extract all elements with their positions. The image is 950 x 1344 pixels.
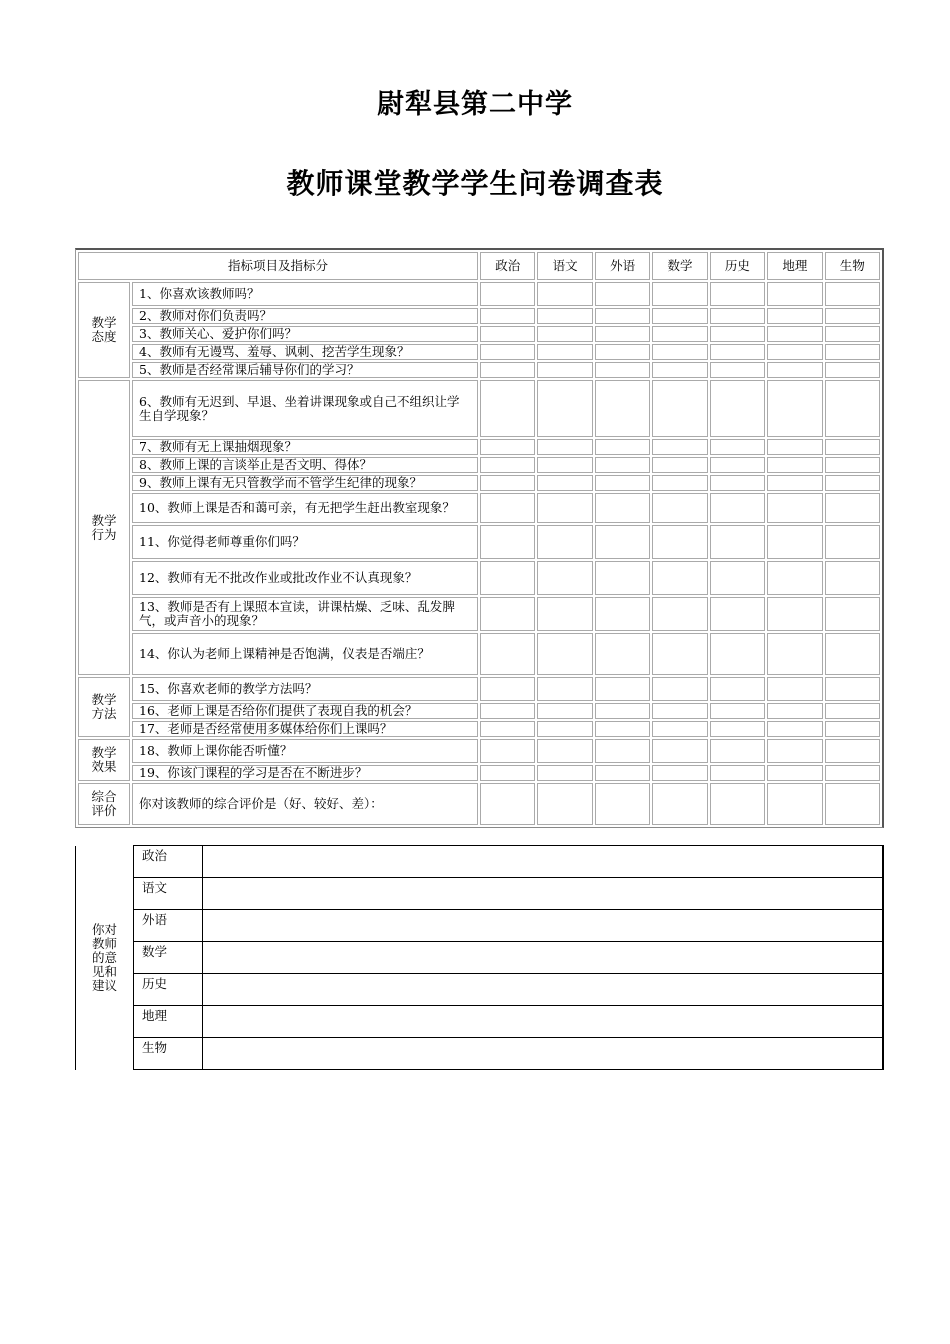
group-label bbox=[78, 783, 130, 825]
item-row bbox=[78, 633, 880, 675]
opinion-row bbox=[76, 974, 884, 1006]
score-cell[interactable] bbox=[710, 308, 765, 324]
score-cell[interactable] bbox=[825, 475, 880, 491]
score-cell[interactable] bbox=[652, 633, 707, 675]
score-cell[interactable] bbox=[480, 362, 535, 378]
subject-header-4: 数学 bbox=[652, 252, 707, 280]
score-cell[interactable] bbox=[595, 362, 650, 378]
opinion-subject: 历史 bbox=[134, 974, 203, 1006]
score-cell[interactable] bbox=[710, 721, 765, 737]
score-cell[interactable] bbox=[595, 739, 650, 763]
score-cell[interactable] bbox=[537, 362, 592, 378]
score-cell[interactable] bbox=[710, 597, 765, 631]
subject-header-3: 外语 bbox=[595, 252, 650, 280]
score-cell[interactable] bbox=[537, 475, 592, 491]
score-cell[interactable] bbox=[480, 561, 535, 595]
opinion-subject: 地理 bbox=[134, 1006, 203, 1038]
score-cell[interactable] bbox=[595, 703, 650, 719]
score-cell[interactable] bbox=[825, 525, 880, 559]
opinion-field[interactable] bbox=[203, 942, 884, 974]
item-row bbox=[78, 739, 880, 763]
score-cell[interactable] bbox=[480, 633, 535, 675]
group-label-text: 教学行为 bbox=[91, 512, 117, 542]
item-row bbox=[78, 439, 880, 455]
score-cell[interactable] bbox=[767, 561, 822, 595]
item-row bbox=[78, 308, 880, 324]
score-cell[interactable] bbox=[595, 308, 650, 324]
score-cell[interactable] bbox=[537, 597, 592, 631]
survey-table bbox=[75, 248, 884, 828]
score-cell[interactable] bbox=[710, 344, 765, 360]
score-cell[interactable] bbox=[480, 326, 535, 342]
item-text: 5、教师是否经常课后辅导你们的学习？ bbox=[132, 362, 478, 378]
item-text: 16、老师上课是否给你们提供了表现自我的机会？ bbox=[132, 703, 478, 719]
score-cell[interactable] bbox=[825, 282, 880, 306]
opinion-field[interactable] bbox=[203, 878, 884, 910]
score-cell[interactable] bbox=[480, 739, 535, 763]
header-row bbox=[78, 252, 880, 280]
item-text: 1、你喜欢该教师吗？ bbox=[132, 282, 478, 306]
score-cell[interactable] bbox=[595, 765, 650, 781]
score-cell[interactable] bbox=[825, 633, 880, 675]
item-text: 14、你认为老师上课精神是否饱满，仪表是否端庄？ bbox=[132, 633, 478, 675]
score-cell[interactable] bbox=[652, 308, 707, 324]
group-label bbox=[78, 677, 130, 737]
score-cell[interactable] bbox=[767, 677, 822, 701]
score-cell[interactable] bbox=[595, 326, 650, 342]
score-cell[interactable] bbox=[480, 597, 535, 631]
subject-header-2: 语文 bbox=[537, 252, 592, 280]
score-cell[interactable] bbox=[710, 739, 765, 763]
item-text: 18、教师上课你能否听懂？ bbox=[132, 739, 478, 763]
item-text: 你对该教师的综合评价是（好、较好、差）： bbox=[132, 783, 478, 825]
score-cell[interactable] bbox=[480, 721, 535, 737]
item-row bbox=[78, 765, 880, 781]
score-cell[interactable] bbox=[652, 783, 707, 825]
score-cell[interactable] bbox=[652, 457, 707, 473]
score-cell[interactable] bbox=[767, 362, 822, 378]
score-cell[interactable] bbox=[537, 633, 592, 675]
score-cell[interactable] bbox=[710, 326, 765, 342]
score-cell[interactable] bbox=[767, 493, 822, 523]
score-cell[interactable] bbox=[710, 380, 765, 437]
item-text: 11、你觉得老师尊重你们吗？ bbox=[132, 525, 478, 559]
score-cell[interactable] bbox=[767, 457, 822, 473]
score-cell[interactable] bbox=[710, 457, 765, 473]
group-label-text: 综合评价 bbox=[91, 789, 117, 818]
score-cell[interactable] bbox=[480, 525, 535, 559]
score-cell[interactable] bbox=[767, 525, 822, 559]
subject-header-6: 地理 bbox=[767, 252, 822, 280]
score-cell[interactable] bbox=[480, 308, 535, 324]
score-cell[interactable] bbox=[595, 633, 650, 675]
item-row bbox=[78, 525, 880, 559]
group-label bbox=[78, 739, 130, 781]
score-cell[interactable] bbox=[595, 525, 650, 559]
item-row bbox=[78, 493, 880, 523]
item-text: 15、你喜欢老师的教学方法吗？ bbox=[132, 677, 478, 701]
opinion-subject: 生物 bbox=[134, 1038, 203, 1070]
score-cell[interactable] bbox=[710, 703, 765, 719]
score-cell[interactable] bbox=[537, 765, 592, 781]
opinion-field[interactable] bbox=[203, 1038, 884, 1070]
score-cell[interactable] bbox=[767, 721, 822, 737]
score-cell[interactable] bbox=[537, 493, 592, 523]
score-cell[interactable] bbox=[767, 344, 822, 360]
opinion-row bbox=[76, 942, 884, 974]
opinion-row bbox=[76, 910, 884, 942]
score-cell[interactable] bbox=[825, 457, 880, 473]
score-cell[interactable] bbox=[710, 633, 765, 675]
score-cell[interactable] bbox=[825, 493, 880, 523]
score-cell[interactable] bbox=[825, 380, 880, 437]
group-label bbox=[78, 282, 130, 378]
opinion-row bbox=[76, 1006, 884, 1038]
item-row bbox=[78, 362, 880, 378]
opinion-field[interactable] bbox=[203, 910, 884, 942]
score-cell[interactable] bbox=[825, 344, 880, 360]
score-cell[interactable] bbox=[480, 765, 535, 781]
score-cell[interactable] bbox=[537, 525, 592, 559]
item-row bbox=[78, 721, 880, 737]
score-cell[interactable] bbox=[710, 525, 765, 559]
score-cell[interactable] bbox=[710, 439, 765, 455]
item-text: 13、教师是否有上课照本宣读，讲课枯燥、乏味、乱发脾气，或声音小的现象？ bbox=[132, 597, 478, 631]
score-cell[interactable] bbox=[825, 597, 880, 631]
opinion-subject: 语文 bbox=[134, 878, 203, 910]
opinion-subject: 外语 bbox=[134, 910, 203, 942]
score-cell[interactable] bbox=[710, 561, 765, 595]
score-cell[interactable] bbox=[537, 282, 592, 306]
score-cell[interactable] bbox=[710, 475, 765, 491]
score-cell[interactable] bbox=[537, 561, 592, 595]
score-cell[interactable] bbox=[480, 677, 535, 701]
score-cell[interactable] bbox=[710, 783, 765, 825]
score-cell[interactable] bbox=[652, 597, 707, 631]
score-cell[interactable] bbox=[537, 439, 592, 455]
score-cell[interactable] bbox=[595, 493, 650, 523]
score-cell[interactable] bbox=[480, 493, 535, 523]
score-cell[interactable] bbox=[825, 721, 880, 737]
item-row bbox=[78, 344, 880, 360]
form-title: 教师课堂教学学生问卷调查表 bbox=[286, 167, 664, 200]
score-cell[interactable] bbox=[652, 765, 707, 781]
item-row bbox=[78, 457, 880, 473]
score-cell[interactable] bbox=[595, 677, 650, 701]
score-cell[interactable] bbox=[537, 344, 592, 360]
score-cell[interactable] bbox=[480, 344, 535, 360]
item-text: 12、教师有无不批改作业或批改作业不认真现象？ bbox=[132, 561, 478, 595]
score-cell[interactable] bbox=[767, 282, 822, 306]
item-text: 17、老师是否经常使用多媒体给你们上课吗？ bbox=[132, 721, 478, 737]
score-cell[interactable] bbox=[825, 739, 880, 763]
score-cell[interactable] bbox=[537, 380, 592, 437]
score-cell[interactable] bbox=[825, 326, 880, 342]
score-cell[interactable] bbox=[825, 561, 880, 595]
score-cell[interactable] bbox=[825, 362, 880, 378]
score-cell[interactable] bbox=[825, 703, 880, 719]
score-cell[interactable] bbox=[652, 493, 707, 523]
item-text: 19、你该门课程的学习是否在不断进步？ bbox=[132, 765, 478, 781]
score-cell[interactable] bbox=[652, 739, 707, 763]
score-cell[interactable] bbox=[595, 457, 650, 473]
score-cell[interactable] bbox=[767, 380, 822, 437]
score-cell[interactable] bbox=[595, 597, 650, 631]
score-cell[interactable] bbox=[652, 439, 707, 455]
score-cell[interactable] bbox=[767, 703, 822, 719]
group-label-text: 教学态度 bbox=[91, 315, 117, 344]
score-cell[interactable] bbox=[825, 765, 880, 781]
score-cell[interactable] bbox=[652, 380, 707, 437]
opinion-subject: 政治 bbox=[134, 846, 203, 878]
score-cell[interactable] bbox=[595, 380, 650, 437]
opinion-field[interactable] bbox=[203, 846, 884, 878]
score-cell[interactable] bbox=[825, 677, 880, 701]
score-cell[interactable] bbox=[537, 677, 592, 701]
item-text: 2、教师对你们负责吗？ bbox=[132, 308, 478, 324]
score-cell[interactable] bbox=[767, 765, 822, 781]
item-text: 6、教师有无迟到、早退、坐着讲课现象或自己不组织让学生自学现象？ bbox=[132, 380, 478, 437]
group-label bbox=[78, 380, 130, 675]
score-cell[interactable] bbox=[767, 475, 822, 491]
score-cell[interactable] bbox=[480, 282, 535, 306]
opinion-subject: 数学 bbox=[134, 942, 203, 974]
item-row bbox=[78, 703, 880, 719]
score-cell[interactable] bbox=[652, 525, 707, 559]
score-cell[interactable] bbox=[652, 475, 707, 491]
group-label-text: 教学方法 bbox=[91, 692, 117, 721]
score-cell[interactable] bbox=[595, 439, 650, 455]
score-cell[interactable] bbox=[767, 633, 822, 675]
opinion-table bbox=[75, 845, 884, 1070]
score-cell[interactable] bbox=[825, 783, 880, 825]
score-cell[interactable] bbox=[652, 344, 707, 360]
opinion-row bbox=[76, 878, 884, 910]
score-cell[interactable] bbox=[595, 721, 650, 737]
score-cell[interactable] bbox=[537, 739, 592, 763]
score-cell[interactable] bbox=[767, 308, 822, 324]
score-cell[interactable] bbox=[652, 282, 707, 306]
score-cell[interactable] bbox=[595, 282, 650, 306]
subject-header-7: 生物 bbox=[825, 252, 880, 280]
opinion-field[interactable] bbox=[203, 1006, 884, 1038]
group-label-text: 教学效果 bbox=[91, 745, 117, 774]
score-cell[interactable] bbox=[825, 439, 880, 455]
score-cell[interactable] bbox=[652, 721, 707, 737]
score-cell[interactable] bbox=[537, 326, 592, 342]
score-cell[interactable] bbox=[767, 739, 822, 763]
score-cell[interactable] bbox=[537, 457, 592, 473]
score-cell[interactable] bbox=[480, 457, 535, 473]
opinion-label-text: 你对教师的意见和建议 bbox=[91, 921, 117, 993]
score-cell[interactable] bbox=[825, 308, 880, 324]
score-cell[interactable] bbox=[710, 493, 765, 523]
item-text: 3、教师关心、爱护你们吗？ bbox=[132, 326, 478, 342]
score-cell[interactable] bbox=[537, 308, 592, 324]
item-text: 10、教师上课是否和蔼可亲，有无把学生赶出教室现象？ bbox=[132, 493, 478, 523]
item-text: 4、教师有无谩骂、羞辱、讽刺、挖苦学生现象？ bbox=[132, 344, 478, 360]
score-cell[interactable] bbox=[767, 439, 822, 455]
score-cell[interactable] bbox=[710, 765, 765, 781]
score-cell[interactable] bbox=[480, 783, 535, 825]
item-row bbox=[78, 561, 880, 595]
score-cell[interactable] bbox=[652, 326, 707, 342]
score-cell[interactable] bbox=[595, 344, 650, 360]
item-text: 7、教师有无上课抽烟现象？ bbox=[132, 439, 478, 455]
subject-header-1: 政治 bbox=[480, 252, 535, 280]
subject-header-5: 历史 bbox=[710, 252, 765, 280]
item-text: 8、教师上课的言谈举止是否文明、得体？ bbox=[132, 457, 478, 473]
item-row bbox=[78, 597, 880, 631]
score-cell[interactable] bbox=[537, 721, 592, 737]
score-cell[interactable] bbox=[595, 561, 650, 595]
indicator-header: 指标项目及指标分 bbox=[78, 252, 478, 280]
item-row bbox=[78, 380, 880, 437]
score-cell[interactable] bbox=[652, 677, 707, 701]
score-cell[interactable] bbox=[767, 597, 822, 631]
item-row bbox=[78, 475, 880, 491]
score-cell[interactable] bbox=[710, 677, 765, 701]
item-row bbox=[78, 783, 880, 825]
score-cell[interactable] bbox=[595, 783, 650, 825]
opinion-row bbox=[76, 846, 884, 878]
score-cell[interactable] bbox=[652, 703, 707, 719]
score-cell[interactable] bbox=[652, 362, 707, 378]
score-cell[interactable] bbox=[537, 783, 592, 825]
score-cell[interactable] bbox=[480, 475, 535, 491]
score-cell[interactable] bbox=[710, 362, 765, 378]
school-title: 尉犁县第二中学 bbox=[377, 89, 573, 120]
item-row bbox=[78, 282, 880, 306]
score-cell[interactable] bbox=[480, 380, 535, 437]
score-cell[interactable] bbox=[480, 439, 535, 455]
opinion-label bbox=[76, 846, 134, 1070]
score-cell[interactable] bbox=[710, 282, 765, 306]
item-row bbox=[78, 326, 880, 342]
score-cell[interactable] bbox=[537, 703, 592, 719]
score-cell[interactable] bbox=[652, 561, 707, 595]
score-cell[interactable] bbox=[595, 475, 650, 491]
item-text: 9、教师上课有无只管教学而不管学生纪律的现象？ bbox=[132, 475, 478, 491]
score-cell[interactable] bbox=[767, 326, 822, 342]
opinion-field[interactable] bbox=[203, 974, 884, 1006]
opinion-row bbox=[76, 1038, 884, 1070]
score-cell[interactable] bbox=[767, 783, 822, 825]
score-cell[interactable] bbox=[480, 703, 535, 719]
item-row bbox=[78, 677, 880, 701]
